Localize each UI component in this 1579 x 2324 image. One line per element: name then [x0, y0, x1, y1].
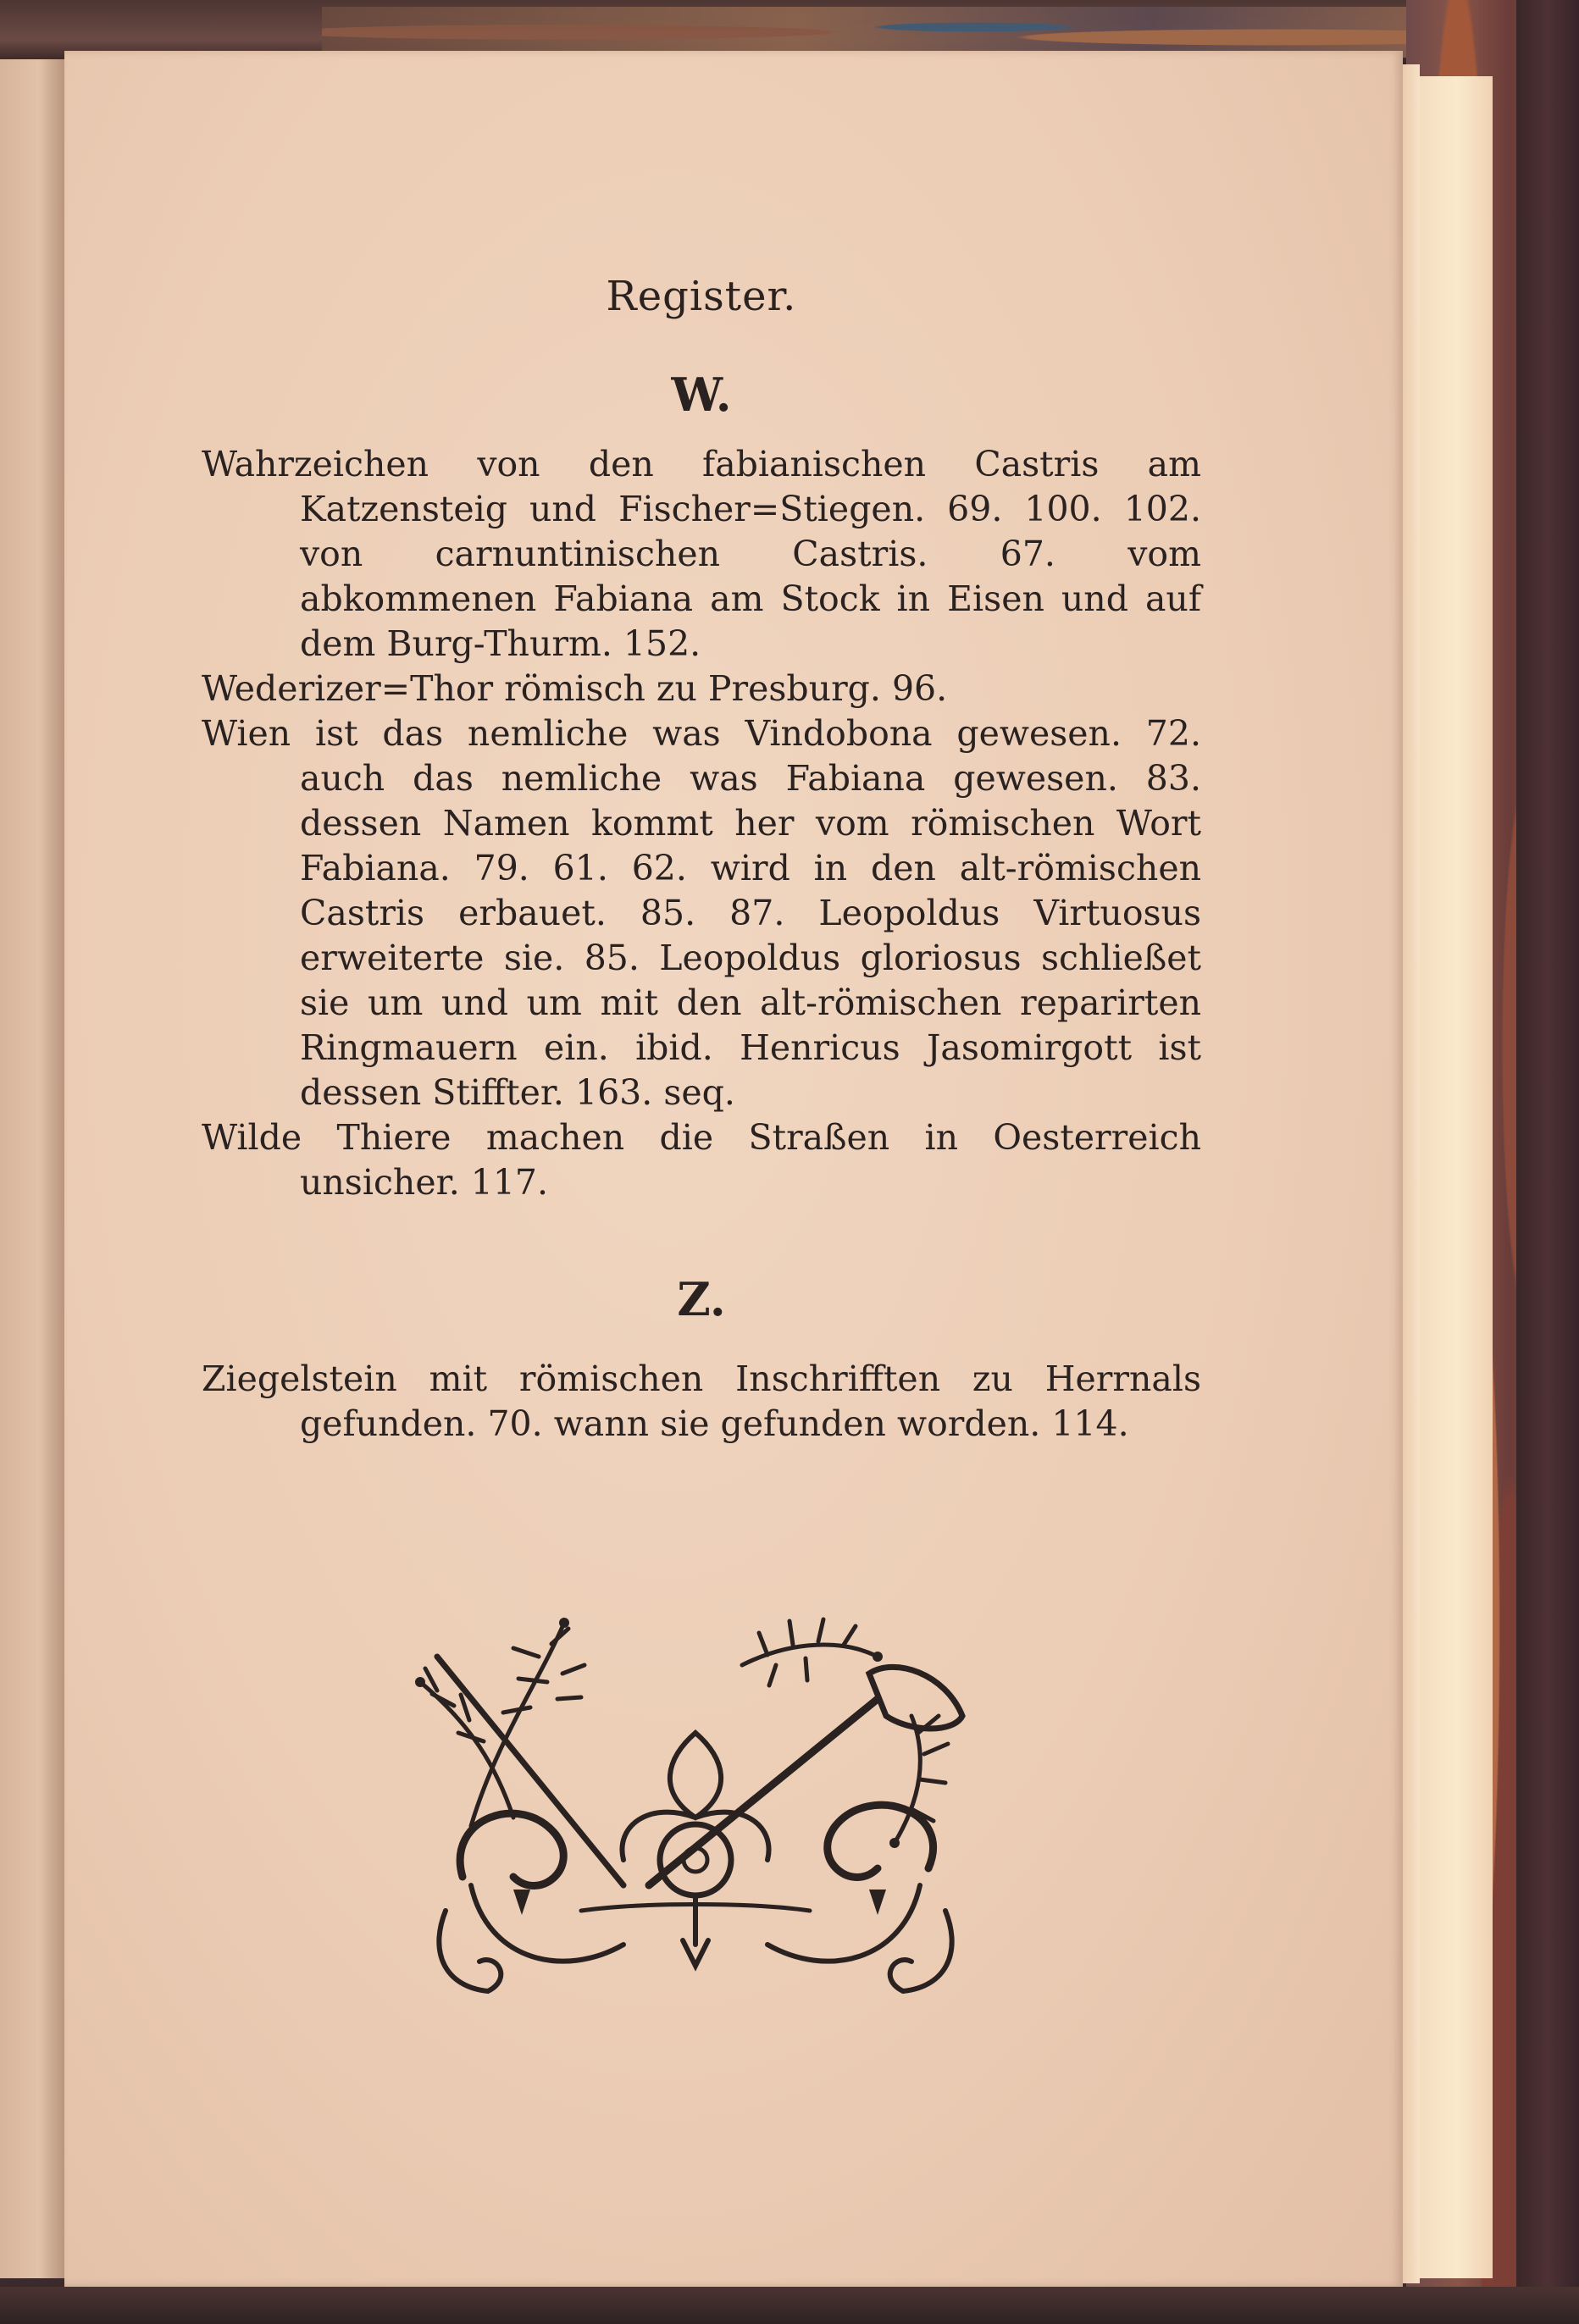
entries-z — [202, 1357, 1201, 1447]
left-page-edge — [0, 59, 64, 2278]
section-letter-z: Z. — [677, 1272, 726, 1326]
book-tail-edge — [0, 2287, 1579, 2324]
section-letter-w: W. — [671, 368, 732, 422]
index-entry-wilde-thiere: Wilde Thiere machen die Straßen in Oesterreich unsicher. 117. — [202, 1117, 1201, 1203]
entries-w — [202, 442, 1201, 1205]
index-entry-wederizer: Wederizer=Thor römisch zu Presburg. 96. — [202, 668, 948, 709]
book-page — [64, 51, 1403, 2287]
cloth-spine — [1516, 0, 1579, 2324]
page-stack-foreedge — [1420, 76, 1493, 2278]
index-entry-wien: Wien ist das nemliche was Vindobona gewesen. 72. auch das nemliche was Fabiana gewesen. 83. dessen Namen kommt her vom römischen Wort Fabiana. 79. 61. 62. wird in den alt-römischen Castris erbauet. 85. 87. Leopoldus Virtuosus erweiterte sie. 85. Leopoldus gloriosus schließet sie um und um mit den alt-römischen reparirten Ringmauern ein. ibid. Henricus Jasomirgott ist dessen Stiffter. 163. seq. — [202, 713, 1201, 1113]
index-entry-ziegelstein: Ziegelstein mit römischen Inschrifften zu Herrnals gefunden. 70. wann sie gefunden worden. 114. — [202, 1358, 1201, 1444]
index-entry-wahrzeichen: Wahrzeichen von den fabianischen Castris am Katzensteig und Fischer=Stiegen. 69. 100. 102. von carnuntinischen Castris. 67. vom abkommenen Fabiana am Stock in Eisen und auf dem Burg-Thurm. 152. — [202, 444, 1201, 664]
ornamental-vignette-image — [369, 1606, 1022, 2012]
marbled-cover-strip — [322, 7, 1508, 58]
running-head: Register. — [606, 273, 797, 320]
